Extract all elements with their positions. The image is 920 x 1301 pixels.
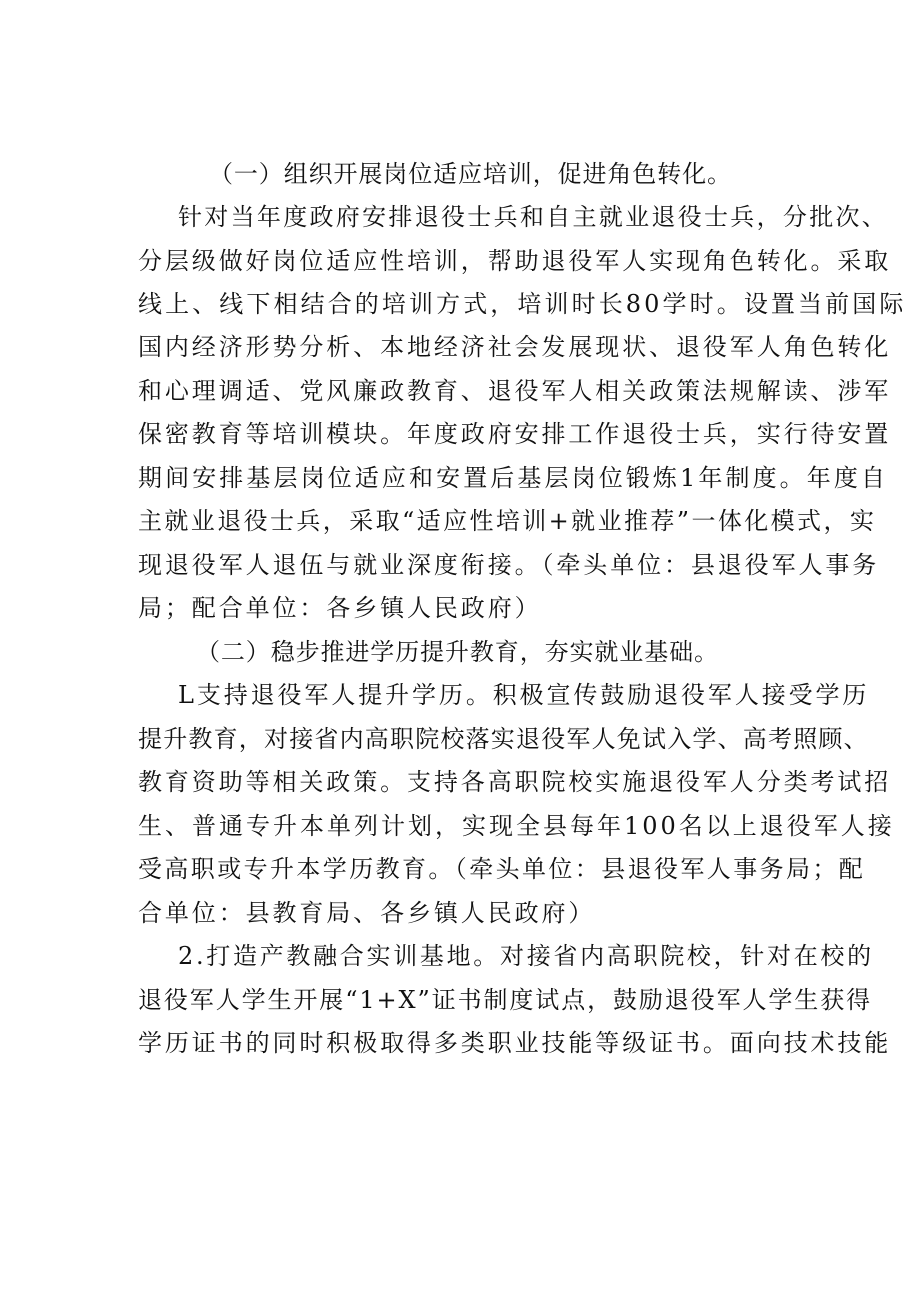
paragraph-line: 保密教育等培训模块。年度政府安排工作退役士兵，实行待安置 [138, 420, 892, 448]
paragraph-line: 合单位：县教育局、各乡镇人民政府） [138, 899, 596, 927]
paragraph-line: 2.打造产教融合实训基地。对接省内高职院校，针对在校的 [178, 942, 874, 970]
paragraph-line: 退役军人学生开展“1+X”证书制度试点，鼓励退役军人学生获得 [138, 986, 873, 1014]
paragraph-line: 提升教育，对接省内高职院校落实退役军人免试入学、高考照顾、 [138, 725, 869, 753]
paragraph-line: 生、普通专升本单列计划，实现全县每年100名以上退役军人接 [138, 812, 895, 840]
paragraph-line: 局；配合单位：各乡镇人民政府） [138, 594, 542, 622]
paragraph-line: 针对当年度政府安排退役士兵和自主就业退役士兵，分批次、 [178, 203, 889, 231]
paragraph-line: 学历证书的同时积极取得多类职业技能等级证书。面向技术技能 [138, 1029, 892, 1057]
paragraph-line: 和心理调适、党风廉政教育、退役军人相关政策法规解读、涉军 [138, 377, 892, 405]
paragraph-line: 主就业退役士兵，采取“适应性培训+就业推荐”一体化模式，实 [138, 507, 877, 535]
paragraph-line: 期间安排基层岗位适应和安置后基层岗位锻炼1年制度。年度自 [138, 464, 889, 492]
paragraph-line: 国内经济形势分析、本地经济社会发展现状、退役军人角色转化 [138, 333, 892, 361]
section-heading-1: （一）组织开展岗位适应培训，促进角色转化。 [209, 160, 732, 188]
section-heading-2: （二）稳步推进学历提升教育，夯实就业基础。 [196, 638, 719, 666]
paragraph-line: 教育资助等相关政策。支持各高职院校实施退役军人分类考试招 [138, 768, 892, 796]
paragraph-line: 分层级做好岗位适应性培训，帮助退役军人实现角色转化。采取 [138, 247, 892, 275]
paragraph-line: 现退役军人退伍与就业深度衔接。（牵头单位：县退役军人事务 [138, 551, 880, 579]
paragraph-line: L支持退役军人提升学历。积极宣传鼓励退役军人接受学历 [178, 681, 870, 709]
paragraph-line: 线上、线下相结合的培训方式，培训时长80学时。设置当前国际 [138, 290, 907, 318]
paragraph-line: 受高职或专升本学历教育。（牵头单位：县退役军人事务局；配 [138, 855, 866, 883]
